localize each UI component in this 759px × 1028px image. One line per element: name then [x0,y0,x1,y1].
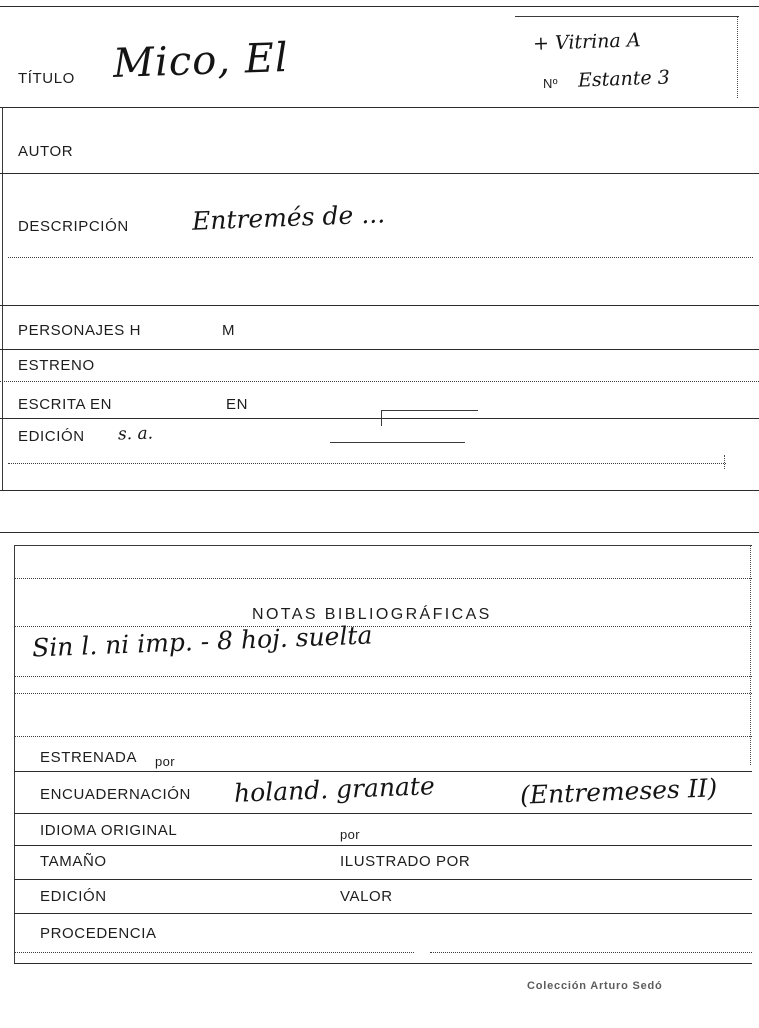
rule-under-edicion-bottom [14,913,752,914]
label-descripcion: DESCRIPCIÓN [18,218,129,235]
rule-under-idioma [14,845,752,846]
handwriting-edicion-top: s. a. [117,423,154,445]
edicion-right-tick [724,455,725,469]
rule-under-procedencia-left [14,952,414,953]
rule-under-escrita-en [0,418,759,419]
label-ilustrado-por: ILUSTRADO POR [340,853,471,870]
bottom-card-bottom-rule [14,963,752,964]
top-card-bottom-rule [0,490,759,491]
handwriting-estante: Estante 3 [577,66,671,92]
handwriting-descripcion: Entremés de ... [191,199,386,236]
label-edicion-bottom: EDICIÓN [40,888,107,905]
bracket-left-tick [381,410,382,426]
label-encuadernacion: ENCUADERNACIÓN [40,786,191,803]
label-titulo: TÍTULO [18,70,75,87]
label-edicion-top: EDICIÓN [18,428,85,445]
bottom-card-left-vertical-rule [14,545,15,963]
label-tamano: TAMAÑO [40,853,107,870]
label-estreno: ESTRENO [18,357,95,374]
rule-bottom-5 [14,736,752,737]
top-card-left-vertical-rule [2,107,3,490]
notes-heading: NOTAS BIBLIOGRÁFICAS [252,606,492,623]
edicion-underline-mark [330,442,465,443]
label-personajes-m: M [222,322,236,339]
rule-bottom-4 [14,693,752,694]
handwriting-vitrina: + Vitrina A [532,29,641,55]
rule-under-descripcion [8,257,753,258]
label-valor: VALOR [340,888,393,905]
rule-under-personajes [0,349,759,350]
top-card-right-vertical-rule [737,16,738,98]
footer-collection-credit: Colección Arturo Sedó [527,980,663,992]
rule-under-tamano [14,879,752,880]
label-idioma-por: por [340,827,360,842]
rule-under-autor [0,173,759,174]
handwriting-titulo: Mico, El [112,34,290,88]
bottom-card-top-rule [0,532,759,533]
rule-under-procedencia-right [430,952,752,953]
label-escrita-en: ESCRITA EN [18,396,113,413]
label-estrenada-por: por [155,754,175,769]
rule-bottom-1 [14,578,752,579]
rule-under-estreno [0,381,759,382]
label-escrita-en-secondary: EN [226,396,249,413]
vitrina-box-top-rule [515,16,739,17]
rule-descripcion-second [0,305,759,306]
label-estrenada: ESTRENADA [40,749,138,766]
rule-bottom-3 [14,676,752,677]
bottom-card-inner-top-rule [14,545,752,546]
handwriting-encuadernacion: holand. granate [233,771,436,808]
handwriting-encuadernacion-note: (Entremeses II) [519,773,718,810]
handwriting-notas: Sin l. ni imp. - 8 hoj. suelta [31,620,373,663]
rule-edicion-lower [8,463,726,464]
rule-under-estrenada [14,771,752,772]
label-idioma-original: IDIOMA ORIGINAL [40,822,178,839]
rule-under-encuadernacion [14,813,752,814]
label-procedencia: PROCEDENCIA [40,925,157,942]
rule-bottom-2 [14,626,752,627]
label-autor: AUTOR [18,143,74,160]
label-estante-numero: Nº [543,76,558,91]
rule-under-titulo [0,107,759,108]
label-personajes-h: PERSONAJES H [18,322,142,339]
bracket-top-rule [381,410,478,411]
top-card-edge-line [0,6,759,7]
